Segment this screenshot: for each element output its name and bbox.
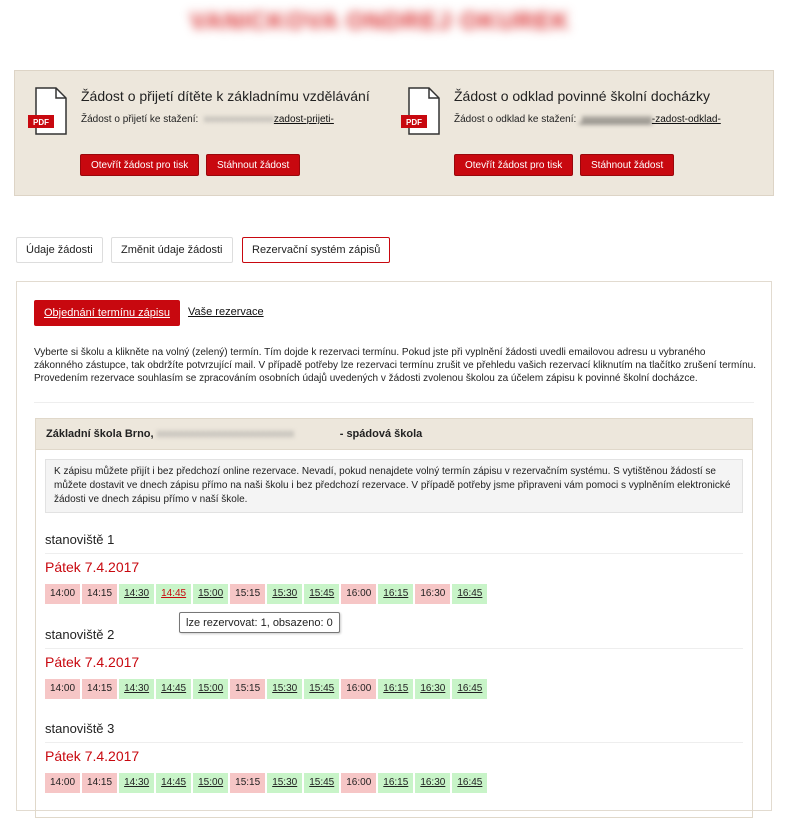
document-title: Žádost o přijetí dítěte k základnímu vzdělávání	[81, 88, 370, 104]
station-label: stanoviště 2	[45, 627, 115, 642]
date-label: Pátek 7.4.2017	[45, 559, 140, 575]
time-slot-free[interactable]: 16:15	[378, 584, 413, 604]
time-slot-occupied: 16:00	[341, 679, 376, 699]
time-slot-occupied: 14:00	[45, 584, 80, 604]
tab-edit-application[interactable]: Změnit údaje žádosti	[111, 237, 233, 263]
pdf-icon[interactable]	[401, 87, 441, 135]
date-label: Pátek 7.4.2017	[45, 748, 140, 764]
download-label: Žádost o odklad ke stažení:	[454, 114, 577, 125]
time-slot-free[interactable]: 16:30	[415, 679, 450, 699]
time-slot-free[interactable]: 15:00	[193, 679, 228, 699]
blurred-school-address: xxxxxxxxxxxxxxxxxxxxxxxxx	[156, 428, 295, 440]
time-slot-free[interactable]: 14:45	[156, 773, 191, 793]
time-slot-free[interactable]: 14:30	[119, 584, 154, 604]
date-label: Pátek 7.4.2017	[45, 654, 140, 670]
document-odklad	[395, 71, 775, 197]
time-slot-free[interactable]: 15:45	[304, 584, 339, 604]
time-slot-occupied: 14:15	[82, 773, 117, 793]
time-slot-free[interactable]: 14:45	[156, 584, 191, 604]
subtab-your-reservations[interactable]: Vaše rezervace	[188, 306, 264, 318]
school-name: Základní škola Brno,	[46, 428, 154, 440]
time-slot-occupied: 14:00	[45, 773, 80, 793]
document-prijeti	[15, 71, 395, 197]
document-title: Žádost o odklad povinné školní docházky	[454, 88, 711, 104]
time-slot-free[interactable]: 15:00	[193, 773, 228, 793]
download-label: Žádost o přijetí ke stažení:	[81, 114, 199, 125]
time-slot-free[interactable]: 15:45	[304, 679, 339, 699]
reservation-panel	[16, 281, 772, 811]
page-title: VANICKOVA ONDREJ OKUREK	[190, 8, 570, 35]
time-slot-free[interactable]: 15:30	[267, 584, 302, 604]
station-divider	[45, 648, 743, 649]
time-slot-occupied: 16:00	[341, 584, 376, 604]
download-request-button[interactable]: Stáhnout žádost	[580, 154, 674, 176]
open-for-print-button[interactable]: Otevřít žádost pro tisk	[80, 154, 199, 176]
time-slot-free[interactable]: 15:00	[193, 584, 228, 604]
download-request-button[interactable]: Stáhnout žádost	[206, 154, 300, 176]
station-label: stanoviště 3	[45, 721, 115, 736]
divider	[34, 402, 754, 403]
school-header	[36, 419, 752, 450]
time-slot-free[interactable]: 14:30	[119, 773, 154, 793]
time-slot-free[interactable]: 15:45	[304, 773, 339, 793]
time-slot-free[interactable]: 15:30	[267, 679, 302, 699]
station-divider	[45, 553, 743, 554]
tab-application-details[interactable]: Údaje žádosti	[16, 237, 103, 263]
time-slot-free[interactable]: 14:30	[119, 679, 154, 699]
school-notice: K zápisu můžete přijít i bez předchozí online rezervace. Nevadí, pokud nenajdete volný termín zápisu v rezervačním systému. S vytištěnou žádostí se můžete dostavit ve dnech zápisu přímo na naši školu i bez předchozí rezervace. V případě potřeby jsme připraveni vám pomoci s vyplněním elektronické žádosti ve dnech zápisu přímo v naší škole.	[45, 459, 743, 513]
time-slot-occupied: 14:00	[45, 679, 80, 699]
time-slot-occupied: 15:15	[230, 773, 265, 793]
time-slot-occupied: 14:15	[82, 679, 117, 699]
time-slot-free[interactable]: 15:30	[267, 773, 302, 793]
pdf-label: PDF	[33, 118, 49, 127]
slot-tooltip: lze rezervovat: 1, obsazeno: 0	[179, 612, 340, 633]
school-section	[35, 418, 753, 818]
time-slot-free[interactable]: 16:45	[452, 679, 487, 699]
time-slot-occupied: 15:15	[230, 584, 265, 604]
download-link[interactable]: -zadost-odklad-	[651, 114, 721, 125]
time-slot-occupied: 16:30	[415, 584, 450, 604]
blurred-filename: xxxxxxxxxxxxxx	[201, 114, 274, 125]
blurred-filename: xxxxxxxxxxxxxx	[579, 114, 652, 125]
consent-paragraph: Provedením rezervace souhlasím se zpracováním osobních údajů uvedených v žádosti zvolenou školou za účelem zápisu k povinné školní docházce.	[34, 373, 698, 384]
open-for-print-button[interactable]: Otevřít žádost pro tisk	[454, 154, 573, 176]
time-slot-free[interactable]: 16:15	[378, 773, 413, 793]
download-row	[81, 114, 334, 125]
pdf-icon[interactable]	[28, 87, 68, 135]
time-slot-free[interactable]: 16:15	[378, 679, 413, 699]
tab-reservation-system[interactable]: Rezervační systém zápisů	[242, 237, 390, 263]
time-slots-row	[45, 773, 487, 793]
instructions-paragraph: Vyberte si školu a klikněte na volný (zelený) termín. Tím dojde k rezervaci termínu. Pokud jste při vyplnění žádosti uvedli emailovou adresu u vybraného zákonného zástupce, tak obdržíte potvrzující mail. V případě potřeby lze rezervaci termínu zrušit ve přehledu vašich rezervací kliknutím na tlačítko zrušení termínu.	[34, 347, 756, 371]
school-catchment-label: - spádová škola	[339, 428, 423, 440]
application-documents-panel	[14, 70, 774, 196]
time-slot-free[interactable]: 14:45	[156, 679, 191, 699]
download-row	[454, 114, 721, 125]
time-slots-row	[45, 679, 487, 699]
time-slot-free[interactable]: 16:30	[415, 773, 450, 793]
time-slot-occupied: 15:15	[230, 679, 265, 699]
subtab-book-appointment[interactable]: Objednání termínu zápisu	[34, 300, 180, 326]
station-divider	[45, 742, 743, 743]
instructions-text	[34, 346, 756, 385]
time-slots-row	[45, 584, 487, 604]
time-slot-free[interactable]: 16:45	[452, 584, 487, 604]
download-link[interactable]: zadost-prijeti-	[273, 114, 334, 125]
time-slot-free[interactable]: 16:45	[452, 773, 487, 793]
time-slot-occupied: 14:15	[82, 584, 117, 604]
pdf-label: PDF	[406, 118, 422, 127]
station-label: stanoviště 1	[45, 532, 115, 547]
time-slot-occupied: 16:00	[341, 773, 376, 793]
